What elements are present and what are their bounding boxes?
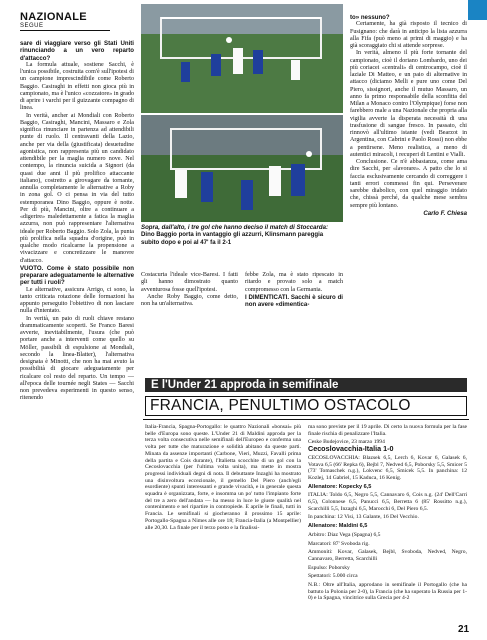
note: N.B.: Oltre all'Italia, approdano in semifinale il Portogallo (che ha battuto la Polonia per 2-0), la Francia (che ha superato la Russia per 1-0) e la Spagna, vincitrice sulla Grecia per 4-2: [308, 582, 467, 602]
blue-corner-tab: [468, 0, 487, 20]
scorers: Marcatori: 87' Svoboda rig.: [308, 540, 370, 547]
match-place-date: Ceske Budejovice, 23 marzo 1994: [308, 439, 385, 446]
paragraph: ma sono previste per il 19 aprile. Di certo la nuova formula per la fase finale rischia di penalizzare l'Italia.: [308, 424, 467, 437]
box-column-1: [145, 424, 301, 533]
caption-text: Dino Baggio porta in vantaggio gli azzurri, Klinsmann pareggia subito dopo e poi al 47' fa il 2-1: [141, 231, 324, 246]
caption-lead: Sopra, dall'alto, i tre gol che hanno deciso il match di Stoccarda:: [141, 224, 329, 231]
coach-italia: Allenatore: Maldini 6,5: [308, 523, 368, 530]
paragraph: Costacurta l'ideale vice-Baresi. I fatti gli hanno dimostrato quanto avventurosa fosse quell'ipotesi.: [141, 272, 238, 293]
paragraph: In verità, un paio di ruoli chiave restano drammaticamente scoperti. Se Franco Baresi avverte, inevitabilmente, l'usura (che può portare anche a interventi come quello su Möller, passibili di espulsione ai Mondiali, secondo la linea-Blatter), l'alternativa designata è Minotti, che non ha mai avuto la possibilità di giocare adeguatamente per ricalcare col resto del reparto. Un tempo — all'epoca delle tournée negli States — Sacchi non prevedeva esperimenti in questo senso, ritenendo: [20, 315, 134, 402]
box-headline: FRANCIA, PENULTIMO OSTACOLO: [145, 396, 467, 416]
coach-cecoslovacchia: Allenatore: Kopecky 6,5: [308, 483, 372, 490]
section-title: NAZIONALE: [20, 11, 87, 23]
paragraph: Certamente, ha già risposto il tecnico di Fusignano: che darà in anticipo la lista azzurra alla Fifa (può meno ai primi di maggio) e ha già scoraggiato chi si attende sorprese.: [350, 21, 467, 49]
author-signature: Carlo F. Chiesa: [423, 209, 467, 217]
page-number: 21: [458, 624, 470, 635]
match-result: Cecoslovacchia-Italia 1-0: [308, 444, 394, 454]
booked: Ammoniti: Kovar, Galasek, Bejbl, Svoboda, Nedved, Negro, Cannavaro, Berretta, Scarchilli: [308, 549, 467, 562]
box-column-2: [308, 424, 467, 604]
paragraph: In verità, almeno il più forte tornante del campionato, cioè il doriano Lombardo, uno dei più coriacei «centrali» di centrocampo, cioè il laziale Di Matteo, e un paio di alternative in attacco (diciamo Melli e pure uno come Del Piero, sissignori, anche il mutuo Massaro, un anno fa primo responsabile della sconfitta del Milan a Monaco contro l'Olympique) forse non farebbero male a una Nazionale che propria alla vigilia avverte la disperata necessità di una trasfusione di sangue fresco. In passato, chi rinnovò all'ultimo istante (vedi Bearzot in Argentina, con Cabrini e Paolo Rossi) non ebbe a pentirsene. Meno realistica, a meno di autentici miracoli, i recuperi di Lentini e Vialli.: [350, 50, 467, 158]
question-continuation: to» nessuno?: [350, 14, 390, 21]
lineup-cecoslovacchia: CECOSLOVACCHIA: Blazsek 6,5, Lerch 6, Kovar 6, Galasek 6, Votava 6,5 (66' Repka 6), Bejbl 7, Nedved 6,5, Poborsky 5,5, Smicer 5 (73' Tomaschek n.g.), Lokvenc 6,5, Smicek 5,5. In panchina: 12 Kozlej, 14 Gabriel, 15 Kaduca, 16 Kenig.: [308, 454, 467, 481]
paragraph: Conclusione. Ce n'è abbastanza, come ama dire Sacchi, per «lavorare». A patto che lo si faccia esclusivamente cercando di correggere i tanti errori commessi fin qui. Perseverare sarebbe diabolico, con quel miraggio iridato che, chissà perché, da qualche mese sembra sempre più lontano.: [350, 159, 467, 209]
spectators: Spettatori: 5.000 circa: [308, 573, 358, 580]
question-heading: I DIMENTICATI. Sacchi è sicuro di non avere «dimentica-: [245, 293, 343, 308]
bench-italia: In panchina: 12 Visi, 13 Galante, 16 Del Vecchio.: [308, 514, 419, 521]
article-column-2: [141, 272, 238, 308]
question-heading: VUOTO. Come è stato possibile non preparare adeguatamente le alternative per tutti i ruoli?: [20, 264, 134, 287]
lineup-italia: ITALIA: Toldo 6,5, Negro 5,5, Cannavaro 6, Cois n.g. (24' Dell'Carri 6,5), Colonnese 6,5, Panucci 6,5, Berretta 6 (85' Rossitto n.g.), Scarchilli 5,5, Inzaghi 6,5, Marocchi 6, Del Piero 6,5.: [308, 492, 467, 512]
header-rule: [20, 30, 110, 31]
paragraph: In verità, ancher ai Mondiali con Roberto Baggio, Casiraghi, Mancini, Massaro e Zola significa rinunciare in partenza ad attendibili punte di ruolo. Il centravanti della Lazio, anche per via della (giustificata) desuetudine agonistica, non rappresenta più un candidato attendibile per la maglia numero nove. Nel contempo, la rinuncia suicida a Signori (da quasi due anni il più prolifico attaccante italiano), costretto a girovagare da tornante, annulla completamente le alternative a Roby in zona gol. O ci pensa in via del tutto estemporanea Dino Baggio, oppure è notte. Per di più, Mancini, oltre a continuare a «digerire» maledettamente a fatica la maglia azzurra, non può rappresentare l'alternativa ideale per Roberto Baggio. Solo Zola, la punta più prolifica nella squadra d'origine, può in qualche modo ricalcarne la propensione a vivacizzare e concretizzare le manovre d'attacco.: [20, 112, 134, 264]
article-column-3: [245, 272, 343, 308]
paragraph: febbe Zola, ma è stato ripescato in ritardo e provato solo a match compromesso con la Germania.: [245, 272, 343, 293]
article-column-1: [20, 40, 134, 403]
referee: Arbitro: Diaz Vega (Spagna) 6,5: [308, 531, 381, 538]
paragraph: La formula attuale, sostiene Sacchi, è l'unica possibile, costruita com'è sull'ipotesi di un campione imprescindibile come Roberto Baggio. Casiraghi in effetti non gioca più in campionato, ma è l'unico «cozzatore» in grado di aprire i varchi per il guizzante compagno di linea.: [20, 61, 134, 112]
photo-caption: [141, 224, 343, 246]
question-intro: sare di viaggiare verso gli Stati Uniti rinunciando a un vero reparto d'attacco?: [20, 40, 134, 62]
article-column-4: [350, 14, 467, 217]
section-subtitle: SEGUE: [20, 23, 44, 29]
paragraph: Italia-Francia, Spagna-Portogallo: le quattro Nazionali «bonsai» più belle d'Europa sono queste. L'Under 21 di Maldini approda per la terza volta consecutiva nelle semifinali dell'Europeo e conferma una volta per tutte che maturazione e solidità abitano da queste parti. Minata da assenze importanti (Carbone, Vieri, Muzzi, Favalli prima della partita e Cois durante), l'Italietta scocchite di un gol con la Cecoslovacchia (per l'ultima volta unita), ma mette in mostra progressi individuali degni di nota. Il debuttante Inzaghi ha mostrato una disinvoltura eccezionale, il gemello Del Piero (anch'egli esordiente) spunti interessanti e grande vivacità, e in generale questa squadra è organizzata, forte, e insomma un po' tutto l'impianto forte del tre a zero dell'andata — ha messo in luce le giuste qualità nel contenimento e nel ripartire in contropiede. E aprile le finali, tutti in Francia. Le semifinali si giocheranno il prossimo 15 aprile: Portogallo-Spagna a Nimes alle ore 18; Francia-Italia (a Montpellier) alle 20,30. La finale per il terzo posto e la finalissi-: [145, 424, 301, 531]
paragraph: Le alternative, assicura Arrigo, ci sono, la tanto criticata rotazione delle formazioni ha appunto perseguito l'obiettivo di non lasciare nulla d'intentato.: [20, 286, 134, 315]
paragraph: Anche Roby Baggio, come detto, non ha un'alternativa.: [141, 293, 238, 307]
photo-divider: [141, 113, 343, 115]
sent-off: Espulso: Poborsky: [308, 564, 350, 571]
box-banner: E l'Under 21 approda in semifinale: [145, 378, 467, 392]
box-rule: [143, 419, 469, 420]
